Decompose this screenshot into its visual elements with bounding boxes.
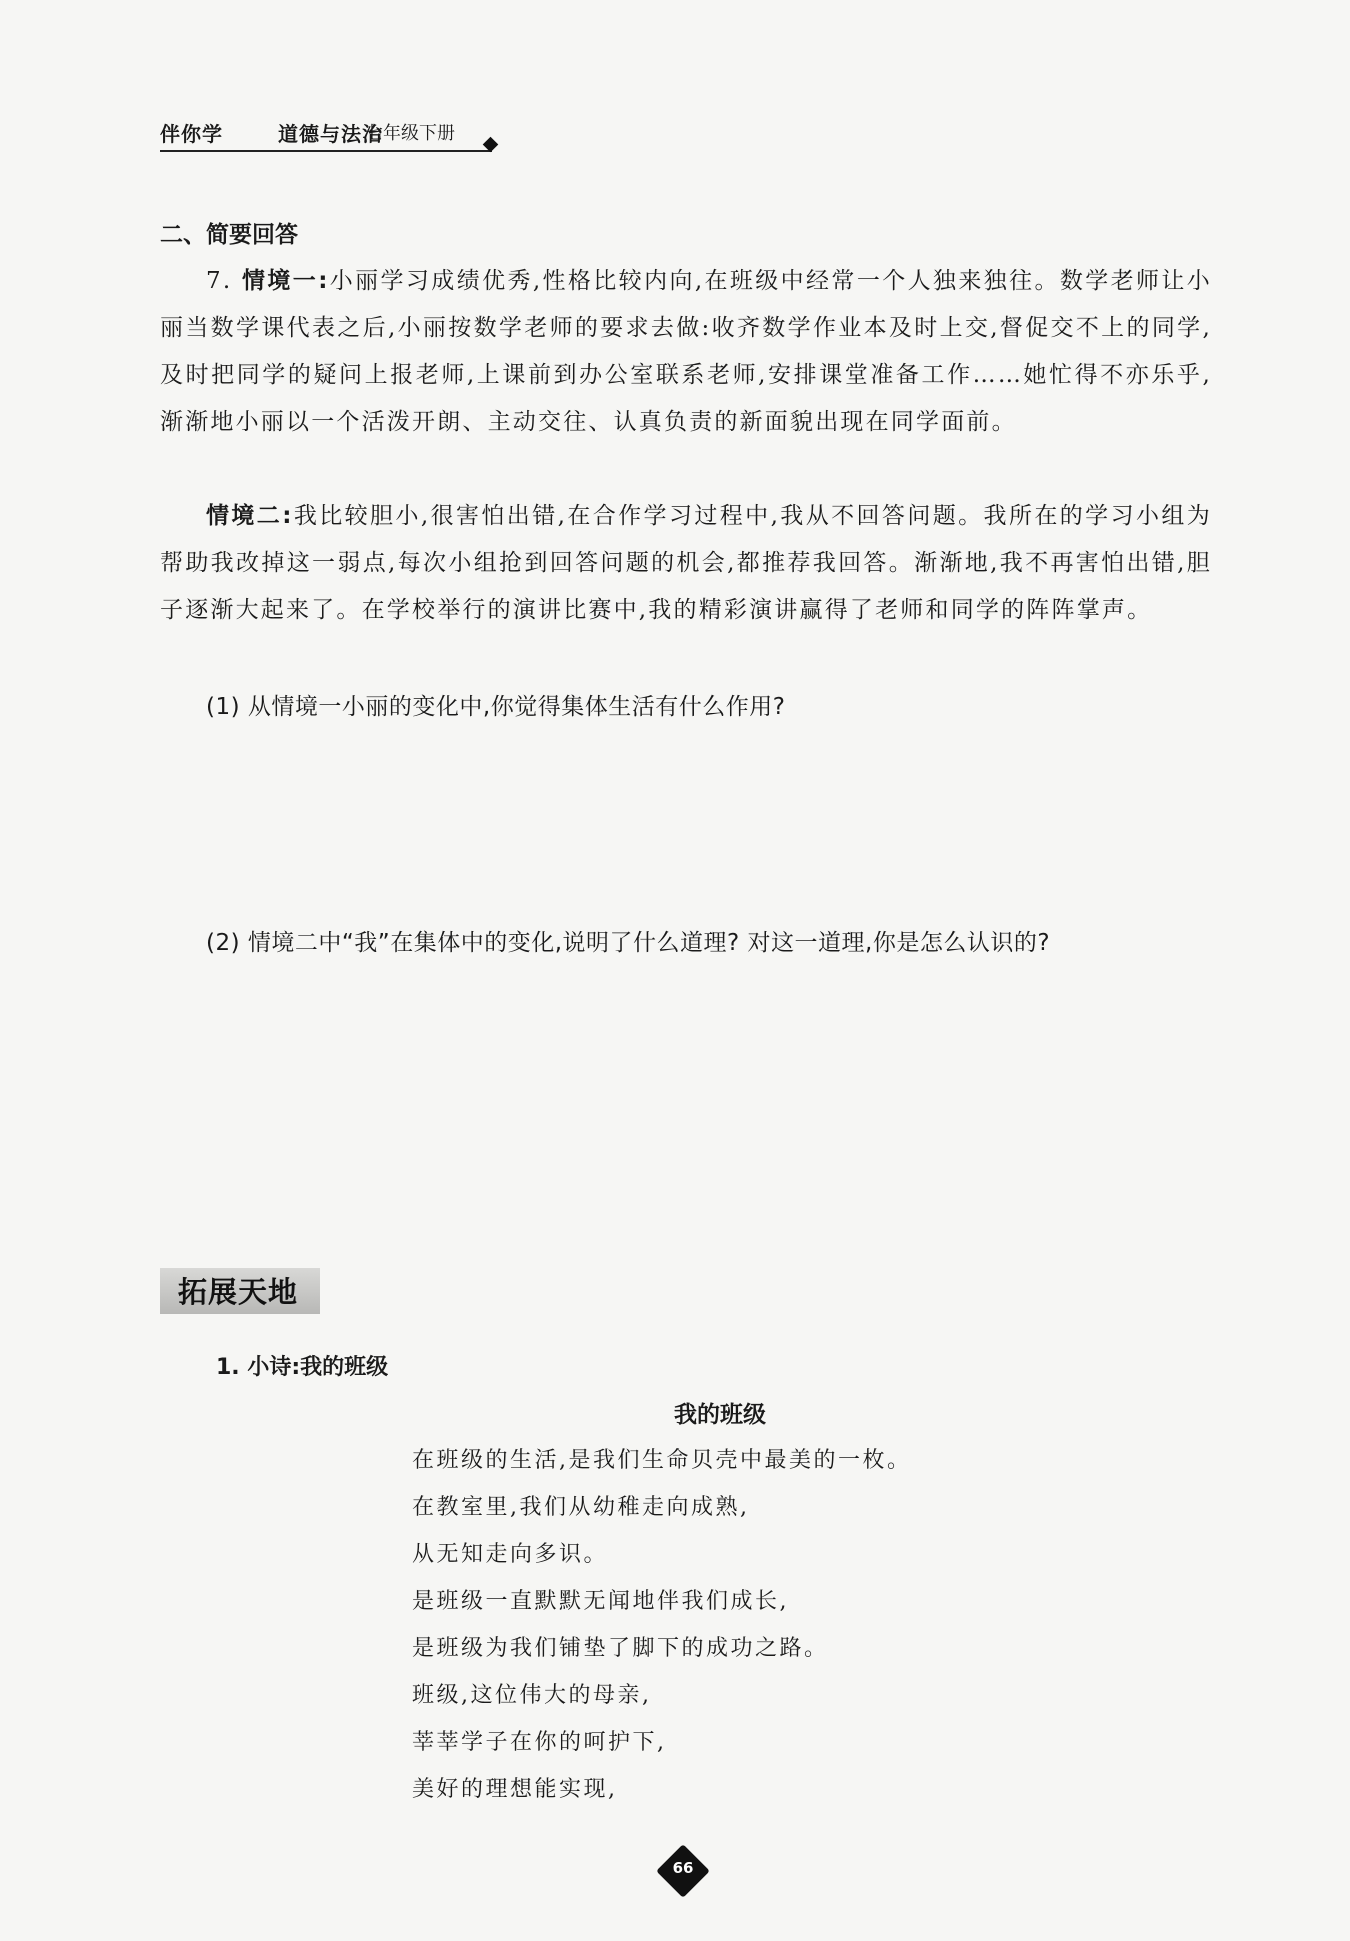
question-number: 7.: [206, 268, 243, 294]
sub-question-1: (1) 从情境一小丽的变化中,你觉得集体生活有什么作用?: [206, 694, 786, 720]
running-head: [160, 118, 500, 146]
scene1-label: 情境一:: [242, 268, 330, 294]
poem-line: 从无知走向多识。: [412, 1542, 609, 1567]
poem-line: 是班级一直默默无闻地伴我们成长,: [412, 1589, 789, 1614]
extension-title: 拓展天地: [178, 1275, 299, 1309]
poem-line: 莘莘学子在你的呵护下,: [412, 1730, 667, 1755]
scene1-text: 小丽学习成绩优秀,性格比较内向,在班级中经常一个人独来独往。数学老师让小丽当数学课代表之后,小丽按数学老师的要求去做:收齐数学作业本及时上交,督促交不上的同学,及时把同学的疑问上报老师,上课前到办公室联系老师,安排课堂准备工作……她忙得不亦乐乎,渐渐地小丽以一个活泼开朗、主动交往、认真负责的新面貌出现在同学面前。: [160, 268, 1212, 435]
grade-label: 七年级下册: [365, 123, 455, 144]
poem-title-wrap: [560, 1396, 880, 1429]
item-title: 1. 小诗:我的班级: [216, 1355, 389, 1380]
header-rule: [160, 150, 492, 152]
poem-line: 美好的理想能实现,: [412, 1777, 618, 1802]
poem-line: 是班级为我们铺垫了脚下的成功之路。: [412, 1636, 829, 1661]
page-number: 66: [672, 1859, 694, 1877]
poem-title: 我的班级: [674, 1402, 766, 1428]
sub-question-2: (2) 情境二中“我”在集体中的变化,说明了什么道理? 对这一道理,你是怎么认识的?: [206, 930, 1051, 956]
poem-line: 班级,这位伟大的母亲,: [412, 1683, 652, 1708]
poem-line: 在班级的生活,是我们生命贝壳中最美的一枚。: [412, 1448, 912, 1473]
scene2-label: 情境二:: [206, 503, 294, 529]
scene2-text: 我比较胆小,很害怕出错,在合作学习过程中,我从不回答问题。我所在的学习小组为帮助我改掉这一弱点,每次小组抢到回答问题的机会,都推荐我回答。渐渐地,我不再害怕出错,胆子逐渐大起来了。在学校举行的演讲比赛中,我的精彩演讲赢得了老师和同学的阵阵掌声。: [160, 503, 1212, 623]
scene2-paragraph: [160, 493, 1212, 634]
series-name: 伴你学: [160, 122, 223, 146]
poem-line: 在教室里,我们从幼稚走向成熟,: [412, 1495, 750, 1520]
scene1-paragraph: [160, 258, 1212, 446]
section-title: 二、简要回答: [160, 222, 298, 248]
poem: [412, 1437, 912, 1813]
subject-name: 道德与法治: [278, 122, 383, 146]
